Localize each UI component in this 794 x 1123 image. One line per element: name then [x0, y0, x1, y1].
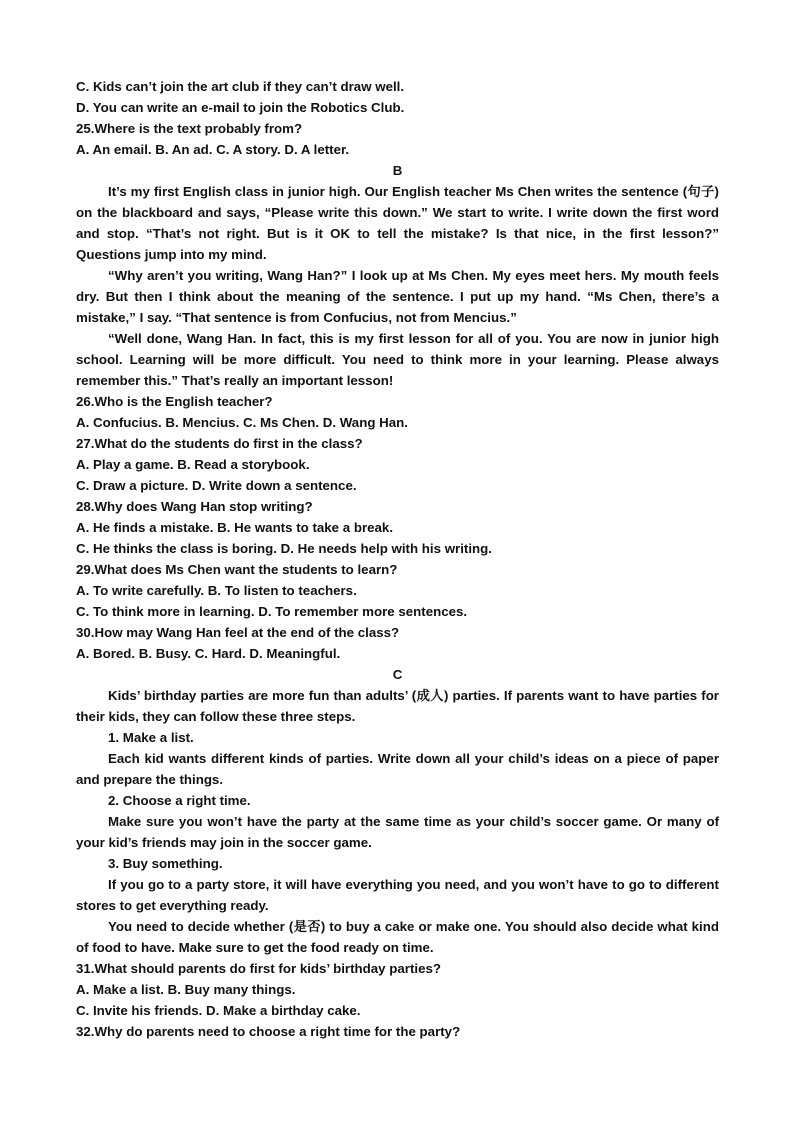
question-line: 29.What does Ms Chen want the students to learn?	[76, 562, 398, 577]
question-line: 25.Where is the text probably from?	[76, 121, 303, 136]
option-line: A. He finds a mistake. B. He wants to take a break.	[76, 520, 394, 535]
option-line: C. To think more in learning. D. To remember more sentences.	[76, 604, 468, 619]
question-line: 31.What should parents do first for kids’ birthday parties?	[76, 961, 441, 976]
option-line: C. Kids can’t join the art club if they can’t draw well.	[76, 79, 405, 94]
question-line: 27.What do the students do first in the class?	[76, 436, 363, 451]
section-b-heading: B	[392, 163, 403, 178]
question-line: 28.Why does Wang Han stop writing?	[76, 499, 313, 514]
document-page	[76, 76, 719, 1042]
section-c-extra-text: You need to decide whether (是否) to buy a cake or make one. You should also decide what kind of food to have. Make sure to get the food ready on time.	[76, 919, 719, 955]
option-line: A. Bored. B. Busy. C. Hard. D. Meaningful.	[76, 646, 341, 661]
option-line: A. An email. B. An ad. C. A story. D. A letter.	[76, 142, 350, 157]
step-2-text: Make sure you won’t have the party at the same time as your child’s soccer game. Or many of your kid’s friends may join in the soccer game.	[76, 814, 719, 850]
option-line: C. Draw a picture. D. Write down a sentence.	[76, 478, 357, 493]
option-line: D. You can write an e-mail to join the Robotics Club.	[76, 100, 405, 115]
question-line: 30.How may Wang Han feel at the end of the class?	[76, 625, 400, 640]
option-line: A. Play a game. B. Read a storybook.	[76, 457, 310, 472]
question-line: 32.Why do parents need to choose a right time for the party?	[76, 1024, 461, 1039]
section-b-paragraph-3: “Well done, Wang Han. In fact, this is my first lesson for all of you. You are now in junior high school. Learning will be more difficult. You need to think more in your learning. Please always remember this.” That’s really an important lesson!	[76, 331, 719, 388]
section-c-heading: C	[392, 667, 403, 682]
question-line: 26.Who is the English teacher?	[76, 394, 273, 409]
step-1-title: 1. Make a list.	[108, 730, 194, 745]
step-3-text: If you go to a party store, it will have everything you need, and you won’t have to go to different stores to get everything ready.	[76, 877, 719, 913]
option-line: A. Make a list. B. Buy many things.	[76, 982, 296, 997]
section-b-paragraph-2: “Why aren’t you writing, Wang Han?” I look up at Ms Chen. My eyes meet hers. My mouth feels dry. But then I think about the meaning of the sentence. I put up my hand. “Ms Chen, there’s a mistake,” I say. “That sentence is from Confucius, not from Mencius.”	[76, 268, 719, 325]
step-1-text: Each kid wants different kinds of parties. Write down all your child’s ideas on a piece of paper and prepare the things.	[76, 751, 719, 787]
section-c-intro: Kids’ birthday parties are more fun than adults’ (成人) parties. If parents want to have parties for their kids, they can follow these three steps.	[76, 688, 719, 724]
option-line: C. Invite his friends. D. Make a birthday cake.	[76, 1003, 361, 1018]
option-line: C. He thinks the class is boring. D. He needs help with his writing.	[76, 541, 492, 556]
section-b-paragraph-1: It’s my first English class in junior high. Our English teacher Ms Chen writes the sentence (句子) on the blackboard and says, “Please write this down.” We start to write. I write down the first word and stop. “That’s not right. But is it OK to tell the mistake? Is that nice, in the first lesson?” Questions jump into my mind.	[76, 184, 719, 262]
step-3-title: 3. Buy something.	[108, 856, 223, 871]
option-line: A. Confucius. B. Mencius. C. Ms Chen. D. Wang Han.	[76, 415, 408, 430]
option-line: A. To write carefully. B. To listen to teachers.	[76, 583, 357, 598]
step-2-title: 2. Choose a right time.	[108, 793, 251, 808]
